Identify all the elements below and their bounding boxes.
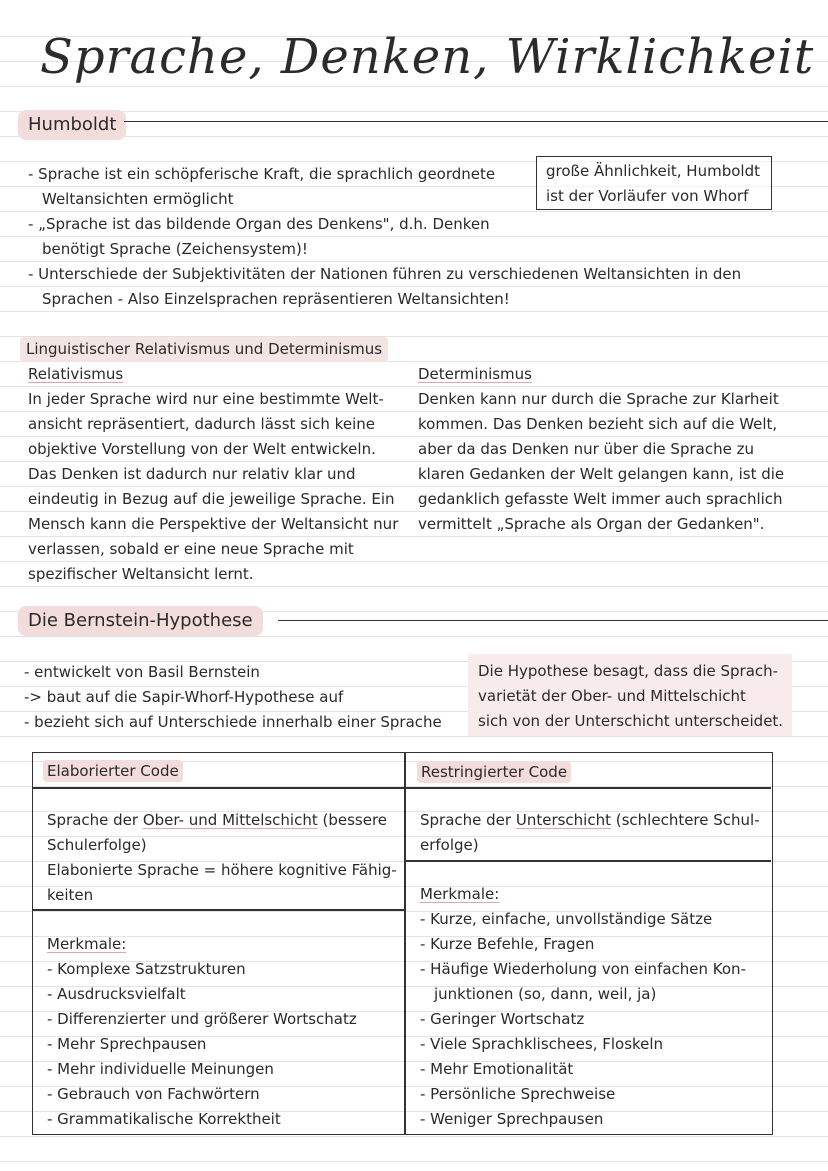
determinism-line: kommen. Das Denken bezieht sich auf die Welt,	[418, 415, 778, 433]
determinism-line: vermittelt „Sprache als Organ der Gedanken".	[418, 515, 765, 533]
bernstein-note-line: sich von der Unterschicht unterscheidet.	[478, 712, 784, 730]
determinism-column	[418, 362, 784, 537]
determinism-title: Determinismus	[418, 365, 532, 383]
relativism-title: Relativismus	[28, 365, 124, 383]
bernstein-heading: Die Bernstein-Hypothese	[18, 606, 263, 636]
determinism-line: aber da das Denken nur über die Sprache zu	[418, 440, 754, 458]
determinism-line: Denken kann nur durch die Sprache zur Klarheit	[418, 390, 779, 408]
elaborated-features-title: Merkmale:	[47, 935, 127, 953]
elaborated-code-description	[47, 808, 397, 908]
restricted-code-header: Restringierter Code	[417, 761, 571, 783]
elaborated-code-features	[47, 932, 357, 1132]
table-header-divider	[33, 787, 771, 789]
relativism-line: objektive Vorstellung von der Welt entwickeln.	[28, 440, 376, 458]
elaborated-feature: - Differenzierter und größerer Wortschatz	[47, 1010, 357, 1028]
elaborated-desc-prefix: Sprache der	[47, 811, 143, 829]
code-comparison-table	[32, 752, 773, 1135]
bernstein-note-line: varietät der Ober- und Mittelschicht	[478, 687, 746, 705]
table-left-section-divider	[33, 909, 404, 911]
relativism-line: Das Denken ist dadurch nur relativ klar und	[28, 465, 356, 483]
restricted-feature: - Kurze, einfache, unvollständige Sätze	[420, 910, 713, 928]
humboldt-bullet-2b: benötigt Sprache (Zeichensystem)!	[42, 240, 308, 258]
humboldt-bullet-2a: - „Sprache ist das bildende Organ des Denkens", d.h. Denken	[28, 215, 490, 233]
determinism-line: klaren Gedanken der Welt gelangen kann, ist die	[418, 465, 785, 483]
table-divider-vertical	[404, 753, 406, 1134]
bernstein-heading-rule	[278, 620, 828, 621]
elaborated-desc-suffix: (bessere	[317, 811, 388, 829]
restricted-feature: - Kurze Befehle, Fragen	[420, 935, 595, 953]
elaborated-feature: - Gebrauch von Fachwörtern	[47, 1085, 260, 1103]
humboldt-note-line-2: ist der Vorläufer von Whorf	[546, 187, 749, 205]
page-title: Sprache, Denken, Wirklichkeit	[40, 29, 815, 85]
restricted-feature: - Geringer Wortschatz	[420, 1010, 585, 1028]
relativism-line: In jeder Sprache wird nur eine bestimmte Welt-	[28, 390, 384, 408]
relativism-line: ansicht repräsentiert, dadurch lässt sich keine	[28, 415, 375, 433]
restricted-code-description	[420, 808, 760, 858]
restricted-desc-prefix: Sprache der	[420, 811, 516, 829]
humboldt-note-line-1: große Ähnlichkeit, Humboldt	[546, 162, 760, 180]
elaborated-feature: - Grammatikalische Korrektheit	[47, 1110, 281, 1128]
table-right-section-divider	[404, 860, 771, 862]
restricted-features-title: Merkmale:	[420, 885, 500, 903]
restricted-feature: junktionen (so, dann, weil, ja)	[434, 985, 657, 1003]
relativism-line: verlassen, sobald er eine neue Sprache mit	[28, 540, 354, 558]
humboldt-heading: Humboldt	[18, 110, 126, 140]
bernstein-bullets	[24, 660, 442, 735]
elaborated-feature: - Komplexe Satzstrukturen	[47, 960, 246, 978]
elaborated-feature: - Ausdrucksvielfalt	[47, 985, 186, 1003]
humboldt-bullet-1a: - Sprache ist ein schöpferische Kraft, die sprachlich geordnete	[28, 165, 496, 183]
restricted-feature: - Viele Sprachklischees, Floskeln	[420, 1035, 664, 1053]
elaborated-feature: - Mehr individuelle Meinungen	[47, 1060, 274, 1078]
bernstein-note-box	[468, 654, 792, 736]
restricted-feature: - Mehr Emotionalität	[420, 1060, 574, 1078]
restricted-desc-line: erfolge)	[420, 836, 479, 854]
bernstein-note-line: Die Hypothese besagt, dass die Sprach-	[478, 662, 779, 680]
bernstein-bullet: -> baut auf die Sapir-Whorf-Hypothese auf	[24, 688, 344, 706]
elaborated-feature: - Mehr Sprechpausen	[47, 1035, 207, 1053]
relativism-line: eindeutig in Bezug auf die jeweilige Sprache. Ein	[28, 490, 395, 508]
elaborated-desc-line: Elabonierte Sprache = höhere kognitive Fähig-	[47, 861, 397, 879]
elaborated-desc-line: Schulerfolge)	[47, 836, 147, 854]
humboldt-bullet-3b: Sprachen - Also Einzelsprachen repräsentieren Weltansichten!	[42, 290, 510, 308]
restricted-feature: - Weniger Sprechpausen	[420, 1110, 604, 1128]
bernstein-bullet: - bezieht sich auf Unterschiede innerhalb einer Sprache	[24, 713, 442, 731]
humboldt-bullet-3a: - Unterschiede der Subjektivitäten der Nationen führen zu verschiedenen Weltansichten in den	[28, 265, 742, 283]
humboldt-note-box	[536, 156, 772, 210]
relativism-column	[28, 362, 398, 587]
elaborated-code-header: Elaborierter Code	[43, 760, 183, 782]
restricted-feature: - Persönliche Sprechweise	[420, 1085, 616, 1103]
humboldt-bullet-1b: Weltansichten ermöglicht	[42, 190, 234, 208]
restricted-desc-highlight: Unterschicht	[515, 811, 611, 829]
humboldt-heading-rule	[124, 121, 828, 122]
bernstein-bullet: - entwickelt von Basil Bernstein	[24, 663, 260, 681]
elaborated-desc-line: keiten	[47, 886, 94, 904]
linguistic-heading: Linguistischer Relativismus und Determinismus	[20, 337, 388, 362]
relativism-line: spezifischer Weltansicht lernt.	[28, 565, 254, 583]
restricted-code-features	[420, 882, 746, 1132]
elaborated-desc-highlight: Ober- und Mittelschicht	[142, 811, 318, 829]
restricted-desc-suffix: (schlechtere Schul-	[610, 811, 760, 829]
determinism-line: gedanklich gefasste Welt immer auch sprachlich	[418, 490, 783, 508]
relativism-line: Mensch kann die Perspektive der Weltansicht nur	[28, 515, 399, 533]
restricted-feature: - Häufige Wiederholung von einfachen Kon-	[420, 960, 746, 978]
